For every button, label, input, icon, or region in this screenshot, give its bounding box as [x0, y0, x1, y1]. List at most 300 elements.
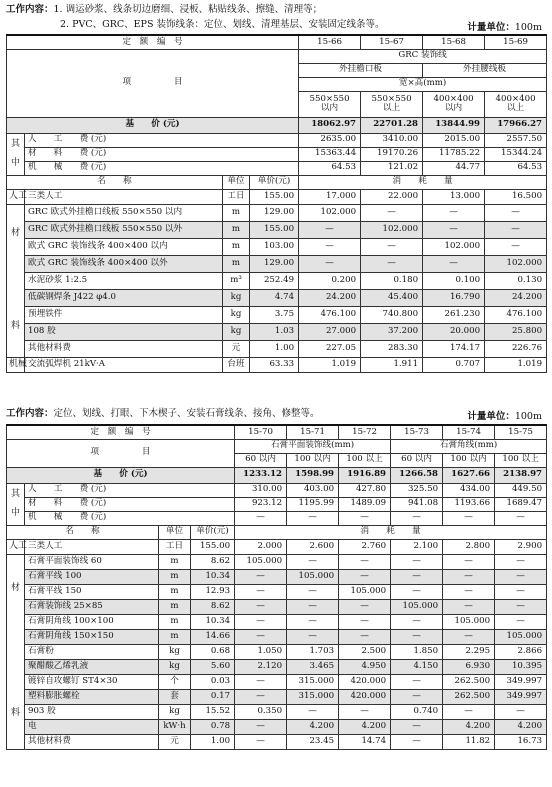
consumption-value: 0.740 — [391, 704, 443, 719]
material-row — [7, 204, 547, 221]
consumption-value: 0.200 — [299, 272, 361, 289]
consumption-value: 14.74 — [339, 734, 391, 749]
material-row — [7, 644, 547, 659]
cost-name: 人 工 费 (元) — [25, 133, 299, 147]
cost-value: 64.53 — [299, 161, 361, 175]
consumption-value: 0.707 — [423, 357, 485, 372]
consumption-value: 27.000 — [299, 323, 361, 340]
quota-section-2 — [6, 396, 546, 786]
spec-cell: 100 以内 — [443, 453, 495, 467]
subgroup-header: 外挂腰线板 — [423, 63, 547, 77]
material-row — [7, 599, 547, 614]
resource-name: 石膏平线 150 — [25, 584, 159, 599]
consumption-value: 24.200 — [485, 289, 547, 306]
cost-value: 1193.66 — [443, 497, 495, 511]
consumption-value: — — [391, 734, 443, 749]
consumption-value: 1.019 — [299, 357, 361, 372]
consumption-value: 315.000 — [287, 674, 339, 689]
consumption-value: 102.000 — [299, 204, 361, 221]
consumption-value: 4.200 — [287, 719, 339, 734]
consumption-value: — — [287, 704, 339, 719]
resource-price: 5.60 — [191, 659, 235, 674]
cost-value: 64.53 — [485, 161, 547, 175]
resource-unit: 工日 — [159, 539, 191, 554]
consumption-value: — — [391, 689, 443, 704]
consumption-value: 4.200 — [495, 719, 547, 734]
cost-value: 19170.26 — [361, 147, 423, 161]
resource-name: 欧式 GRC 装饰线条 400×400 以内 — [25, 238, 223, 255]
resource-name: GRC 欧式外挂檐口线板 550×550 以内 — [25, 204, 223, 221]
consumption-value: — — [339, 554, 391, 569]
base-price: 1916.89 — [339, 467, 391, 483]
consumption-value: — — [423, 221, 485, 238]
resource-price: 1.00 — [191, 734, 235, 749]
resource-unit: kg — [223, 289, 250, 306]
consumption-value: — — [299, 238, 361, 255]
resource-unit: kW·h — [159, 719, 191, 734]
material-row — [7, 659, 547, 674]
base-price: 2138.97 — [495, 467, 547, 483]
spec-cell: 400×400 以上 — [485, 91, 547, 117]
consumption-value: — — [299, 221, 361, 238]
resource-name: 欧式 GRC 装饰线条 400×400 以外 — [25, 255, 223, 272]
consumption-value: — — [485, 204, 547, 221]
resource-unit: 个 — [159, 674, 191, 689]
consumption-value: 174.17 — [423, 340, 485, 357]
quota-code: 15-70 — [235, 425, 287, 439]
consumption-value: 226.76 — [485, 340, 547, 357]
consumption-value: — — [443, 629, 495, 644]
cost-value: 15363.44 — [299, 147, 361, 161]
quota-code: 15-74 — [443, 425, 495, 439]
consumption-value: — — [443, 584, 495, 599]
header-price: 单价(元) — [191, 525, 235, 539]
cost-value: 325.50 — [391, 483, 443, 497]
resource-price: 63.33 — [250, 357, 299, 372]
resource-price: 1.00 — [250, 340, 299, 357]
cost-value: 44.77 — [423, 161, 485, 175]
material-row — [7, 614, 547, 629]
material-row — [7, 221, 547, 238]
resource-unit: m — [159, 569, 191, 584]
cost-value: 941.08 — [391, 497, 443, 511]
side-label-labor: 人工 — [7, 539, 25, 554]
resource-unit: kg — [223, 306, 250, 323]
resource-name: 其他材料费 — [25, 340, 223, 357]
consumption-value: 2.500 — [339, 644, 391, 659]
consumption-value: — — [287, 584, 339, 599]
spec-cell: 100 以上 — [339, 453, 391, 467]
consumption-value: — — [423, 204, 485, 221]
measure-unit: 计量单位：100m — [467, 411, 542, 422]
resource-name: 镀锌自攻螺钉 ST4×30 — [25, 674, 159, 689]
consumption-value: 102.000 — [361, 221, 423, 238]
resource-price: 0.78 — [191, 719, 235, 734]
resource-name: 石膏粉 — [25, 644, 159, 659]
resource-name: 石膏阴角线 100×100 — [25, 614, 159, 629]
consumption-value: 23.45 — [287, 734, 339, 749]
consumption-value: — — [485, 238, 547, 255]
header-consumption: 消 耗 量 — [235, 525, 547, 539]
quota-code: 15-66 — [299, 35, 361, 49]
subgroup-header: 外挂檐口板 — [299, 63, 423, 77]
consumption-value: — — [287, 629, 339, 644]
resource-price: 155.00 — [250, 189, 299, 204]
consumption-value: 105.000 — [287, 569, 339, 584]
header-consumption: 消 耗 量 — [299, 175, 547, 189]
side-label-material: 材 料 — [7, 204, 25, 357]
consumption-value: 4.150 — [391, 659, 443, 674]
resource-price: 1.03 — [250, 323, 299, 340]
base-price: 13844.99 — [423, 117, 485, 133]
material-row — [7, 340, 547, 357]
spec-cell: 100 以上 — [495, 453, 547, 467]
work-content-line-1: 工作内容：1. 调运砂浆、线条切边磨细、浸板、粘贴线条、擦缝、清理等； — [6, 4, 323, 15]
base-price: 17966.27 — [485, 117, 547, 133]
consumption-value: 6.930 — [443, 659, 495, 674]
material-row — [7, 554, 547, 569]
material-row — [7, 272, 547, 289]
consumption-value: 2.760 — [339, 539, 391, 554]
quota-table-2 — [6, 424, 547, 750]
quota-code: 15-75 — [495, 425, 547, 439]
consumption-value: 10.395 — [495, 659, 547, 674]
cost-value: — — [495, 511, 547, 525]
material-row — [7, 323, 547, 340]
resource-price: 14.66 — [191, 629, 235, 644]
consumption-value: 283.30 — [361, 340, 423, 357]
consumption-value: 315.000 — [287, 689, 339, 704]
consumption-value: — — [235, 629, 287, 644]
resource-price: 129.00 — [250, 255, 299, 272]
quota-code: 15-69 — [485, 35, 547, 49]
consumption-value: — — [361, 238, 423, 255]
quota-code: 15-71 — [287, 425, 339, 439]
cost-name: 机 械 费 (元) — [25, 161, 299, 175]
consumption-value: 16.73 — [495, 734, 547, 749]
consumption-value: 16.790 — [423, 289, 485, 306]
consumption-value: 102.000 — [423, 238, 485, 255]
consumption-value: 105.000 — [443, 614, 495, 629]
consumption-value: 22.000 — [361, 189, 423, 204]
resource-price: 103.00 — [250, 238, 299, 255]
consumption-value: 2.600 — [287, 539, 339, 554]
resource-name: 三类人工 — [25, 539, 159, 554]
quota-no-label: 定 额 编 号 — [7, 35, 299, 49]
consumption-value: 105.000 — [495, 629, 547, 644]
consumption-value: 420.000 — [339, 674, 391, 689]
base-price: 1627.66 — [443, 467, 495, 483]
consumption-value: — — [391, 584, 443, 599]
consumption-value: — — [339, 629, 391, 644]
consumption-value: 2.866 — [495, 644, 547, 659]
resource-name: 903 胶 — [25, 704, 159, 719]
header-price: 单价(元) — [250, 175, 299, 189]
resource-unit: kg — [159, 704, 191, 719]
resource-price: 252.49 — [250, 272, 299, 289]
consumption-value: — — [443, 569, 495, 584]
consumption-value: — — [485, 221, 547, 238]
consumption-value: 13.000 — [423, 189, 485, 204]
consumption-value: 349.997 — [495, 689, 547, 704]
resource-price: 155.00 — [250, 221, 299, 238]
resource-unit: 元 — [223, 340, 250, 357]
cost-value: 1489.09 — [339, 497, 391, 511]
resource-unit: m — [159, 614, 191, 629]
material-row — [7, 569, 547, 584]
consumption-value: — — [495, 599, 547, 614]
resource-name: 石膏平面装饰线 60 — [25, 554, 159, 569]
consumption-value: — — [235, 569, 287, 584]
consumption-value: 0.130 — [485, 272, 547, 289]
resource-price: 12.93 — [191, 584, 235, 599]
consumption-value: 262.500 — [443, 689, 495, 704]
consumption-value: — — [287, 554, 339, 569]
group-header: GRC 装饰线 — [299, 49, 547, 63]
consumption-value: 2.800 — [443, 539, 495, 554]
cost-value: — — [287, 511, 339, 525]
cost-value: 121.02 — [361, 161, 423, 175]
resource-name: GRC 欧式外挂檐口线板 550×550 以外 — [25, 221, 223, 238]
consumption-value: — — [235, 734, 287, 749]
resource-unit: m — [223, 255, 250, 272]
resource-name: 108 胶 — [25, 323, 223, 340]
header-unit: 单位 — [159, 525, 191, 539]
quota-code: 15-67 — [361, 35, 423, 49]
resource-unit: 台班 — [223, 357, 250, 372]
base-price: 22701.28 — [361, 117, 423, 133]
side-label-machine: 机械 — [7, 357, 25, 372]
resource-price: 129.00 — [250, 204, 299, 221]
consumption-value: — — [235, 614, 287, 629]
cost-name: 材 料 费 (元) — [25, 497, 235, 511]
base-price: 1598.99 — [287, 467, 339, 483]
resource-name: 水泥砂浆 1:2.5 — [25, 272, 223, 289]
quota-code: 15-73 — [391, 425, 443, 439]
resource-unit: m — [159, 554, 191, 569]
consumption-value: — — [299, 255, 361, 272]
cost-value: 434.00 — [443, 483, 495, 497]
base-price: 1266.58 — [391, 467, 443, 483]
consumption-value: 1.850 — [391, 644, 443, 659]
material-row — [7, 584, 547, 599]
material-row — [7, 255, 547, 272]
cost-value: 2015.00 — [423, 133, 485, 147]
consumption-value: — — [339, 599, 391, 614]
cost-value: 15344.24 — [485, 147, 547, 161]
consumption-value: 4.200 — [339, 719, 391, 734]
resource-name: 预埋铁件 — [25, 306, 223, 323]
consumption-value: — — [391, 554, 443, 569]
consumption-value: 740.800 — [361, 306, 423, 323]
quota-code: 15-68 — [423, 35, 485, 49]
cost-value: 449.50 — [495, 483, 547, 497]
resource-unit: 元 — [159, 734, 191, 749]
header-unit: 单位 — [223, 175, 250, 189]
resource-unit: 工日 — [223, 189, 250, 204]
consumption-value: 3.465 — [287, 659, 339, 674]
resource-name: 其他材料费 — [25, 734, 159, 749]
cost-value: — — [391, 511, 443, 525]
work-content-line-1: 工作内容：定位、划线、打眼、下木楔子、安装石膏线条、接角、修整等。 — [6, 408, 320, 419]
header-name: 名 称 — [7, 175, 223, 189]
consumption-value: 20.000 — [423, 323, 485, 340]
cost-value: 923.12 — [235, 497, 287, 511]
cost-value: 310.00 — [235, 483, 287, 497]
consumption-value: 2.100 — [391, 539, 443, 554]
consumption-value: 102.000 — [485, 255, 547, 272]
consumption-value: — — [495, 584, 547, 599]
quota-no-label: 定 额 编 号 — [7, 425, 235, 439]
consumption-value: 0.350 — [235, 704, 287, 719]
spec-cell: 550×550 以上 — [361, 91, 423, 117]
spec-cell: 60 以内 — [391, 453, 443, 467]
resource-price: 8.62 — [191, 554, 235, 569]
side-label-labor: 人工 — [7, 189, 25, 204]
side-label-material: 材 料 — [7, 554, 25, 749]
consumption-value: 349.997 — [495, 674, 547, 689]
quota-code: 15-72 — [339, 425, 391, 439]
resource-name: 低碳钢焊条 J422 φ4.0 — [25, 289, 223, 306]
consumption-value: 105.000 — [391, 599, 443, 614]
resource-name: 聚醋酸乙烯乳液 — [25, 659, 159, 674]
consumption-value: 11.82 — [443, 734, 495, 749]
consumption-value: 476.100 — [485, 306, 547, 323]
resource-price: 15.52 — [191, 704, 235, 719]
spec-cell: 100 以内 — [287, 453, 339, 467]
cost-value: — — [339, 511, 391, 525]
consumption-value: 4.950 — [339, 659, 391, 674]
material-row — [7, 719, 547, 734]
consumption-value: 262.500 — [443, 674, 495, 689]
resource-name: 石膏平线 100 — [25, 569, 159, 584]
consumption-value: — — [339, 614, 391, 629]
group-header: 石膏平面装饰线(mm) — [235, 439, 391, 453]
consumption-value: 2.900 — [495, 539, 547, 554]
resource-unit: kg — [223, 323, 250, 340]
consumption-value: 1.050 — [235, 644, 287, 659]
material-row — [7, 734, 547, 749]
side-label-among: 其 中 — [7, 133, 25, 175]
consumption-value: — — [495, 554, 547, 569]
cost-value: 11785.22 — [423, 147, 485, 161]
resource-unit: m — [223, 204, 250, 221]
consumption-value: — — [235, 584, 287, 599]
resource-price: 155.00 — [191, 539, 235, 554]
consumption-value: 1.911 — [361, 357, 423, 372]
resource-price: 0.03 — [191, 674, 235, 689]
consumption-value: 24.200 — [299, 289, 361, 306]
cost-value: 2557.50 — [485, 133, 547, 147]
consumption-value: 25.800 — [485, 323, 547, 340]
cost-value: — — [235, 511, 287, 525]
consumption-value: — — [287, 599, 339, 614]
resource-price: 0.17 — [191, 689, 235, 704]
cost-value: 427.80 — [339, 483, 391, 497]
resource-price: 10.34 — [191, 569, 235, 584]
consumption-value: 2.000 — [235, 539, 287, 554]
resource-name: 三类人工 — [25, 189, 223, 204]
base-price: 1233.12 — [235, 467, 287, 483]
base-price-label: 基 价 (元) — [7, 117, 299, 133]
material-row — [7, 689, 547, 704]
cost-value: — — [443, 511, 495, 525]
material-row — [7, 704, 547, 719]
consumption-value: — — [391, 719, 443, 734]
resource-price: 4.74 — [250, 289, 299, 306]
dimension-label: 宽×高(mm) — [299, 77, 547, 91]
resource-name: 石膏装饰线 25×85 — [25, 599, 159, 614]
consumption-value: — — [495, 704, 547, 719]
consumption-value: — — [235, 599, 287, 614]
resource-name: 交流弧焊机 21kV·A — [25, 357, 223, 372]
header-name: 名 称 — [7, 525, 159, 539]
consumption-value: 2.120 — [235, 659, 287, 674]
resource-name: 塑料膨胀螺栓 — [25, 689, 159, 704]
consumption-value: 261.230 — [423, 306, 485, 323]
measure-unit: 计量单位：100m — [467, 22, 542, 33]
consumption-value: — — [443, 554, 495, 569]
base-price: 18062.97 — [299, 117, 361, 133]
cost-value: 403.00 — [287, 483, 339, 497]
consumption-value: 420.000 — [339, 689, 391, 704]
consumption-value: 105.000 — [235, 554, 287, 569]
cost-value: 3410.00 — [361, 133, 423, 147]
base-price-label: 基 价 (元) — [7, 467, 235, 483]
consumption-value: — — [235, 674, 287, 689]
consumption-value: — — [391, 629, 443, 644]
cost-name: 材 料 费 (元) — [25, 147, 299, 161]
quota-section-1 — [6, 0, 546, 385]
cost-value: 2635.00 — [299, 133, 361, 147]
consumption-value: 17.000 — [299, 189, 361, 204]
consumption-value: 37.200 — [361, 323, 423, 340]
resource-unit: kg — [159, 659, 191, 674]
cost-name: 机 械 费 (元) — [25, 511, 235, 525]
resource-unit: m — [223, 221, 250, 238]
consumption-value: 0.180 — [361, 272, 423, 289]
resource-unit: m — [223, 238, 250, 255]
consumption-value: 16.500 — [485, 189, 547, 204]
consumption-value: — — [391, 674, 443, 689]
consumption-value: 1.019 — [485, 357, 547, 372]
consumption-value: — — [287, 614, 339, 629]
consumption-value: 2.295 — [443, 644, 495, 659]
consumption-value: — — [235, 719, 287, 734]
resource-name: 石膏阴角线 150×150 — [25, 629, 159, 644]
resource-unit: m — [159, 584, 191, 599]
resource-price: 10.34 — [191, 614, 235, 629]
group-header: 石膏角线(mm) — [391, 439, 547, 453]
resource-price: 3.75 — [250, 306, 299, 323]
material-row — [7, 674, 547, 689]
consumption-value: — — [391, 614, 443, 629]
consumption-value: — — [495, 614, 547, 629]
resource-unit: m — [159, 629, 191, 644]
consumption-value: 105.000 — [339, 584, 391, 599]
cost-value: 1689.47 — [495, 497, 547, 511]
spec-cell: 400×400 以内 — [423, 91, 485, 117]
consumption-value: 1.703 — [287, 644, 339, 659]
consumption-value: 4.200 — [443, 719, 495, 734]
item-label: 项 目 — [7, 49, 299, 117]
resource-name: 电 — [25, 719, 159, 734]
cost-name: 人 工 费 (元) — [25, 483, 235, 497]
item-label: 项 目 — [7, 439, 235, 467]
side-label-among: 其 中 — [7, 483, 25, 525]
consumption-value: — — [443, 599, 495, 614]
consumption-value: 45.400 — [361, 289, 423, 306]
